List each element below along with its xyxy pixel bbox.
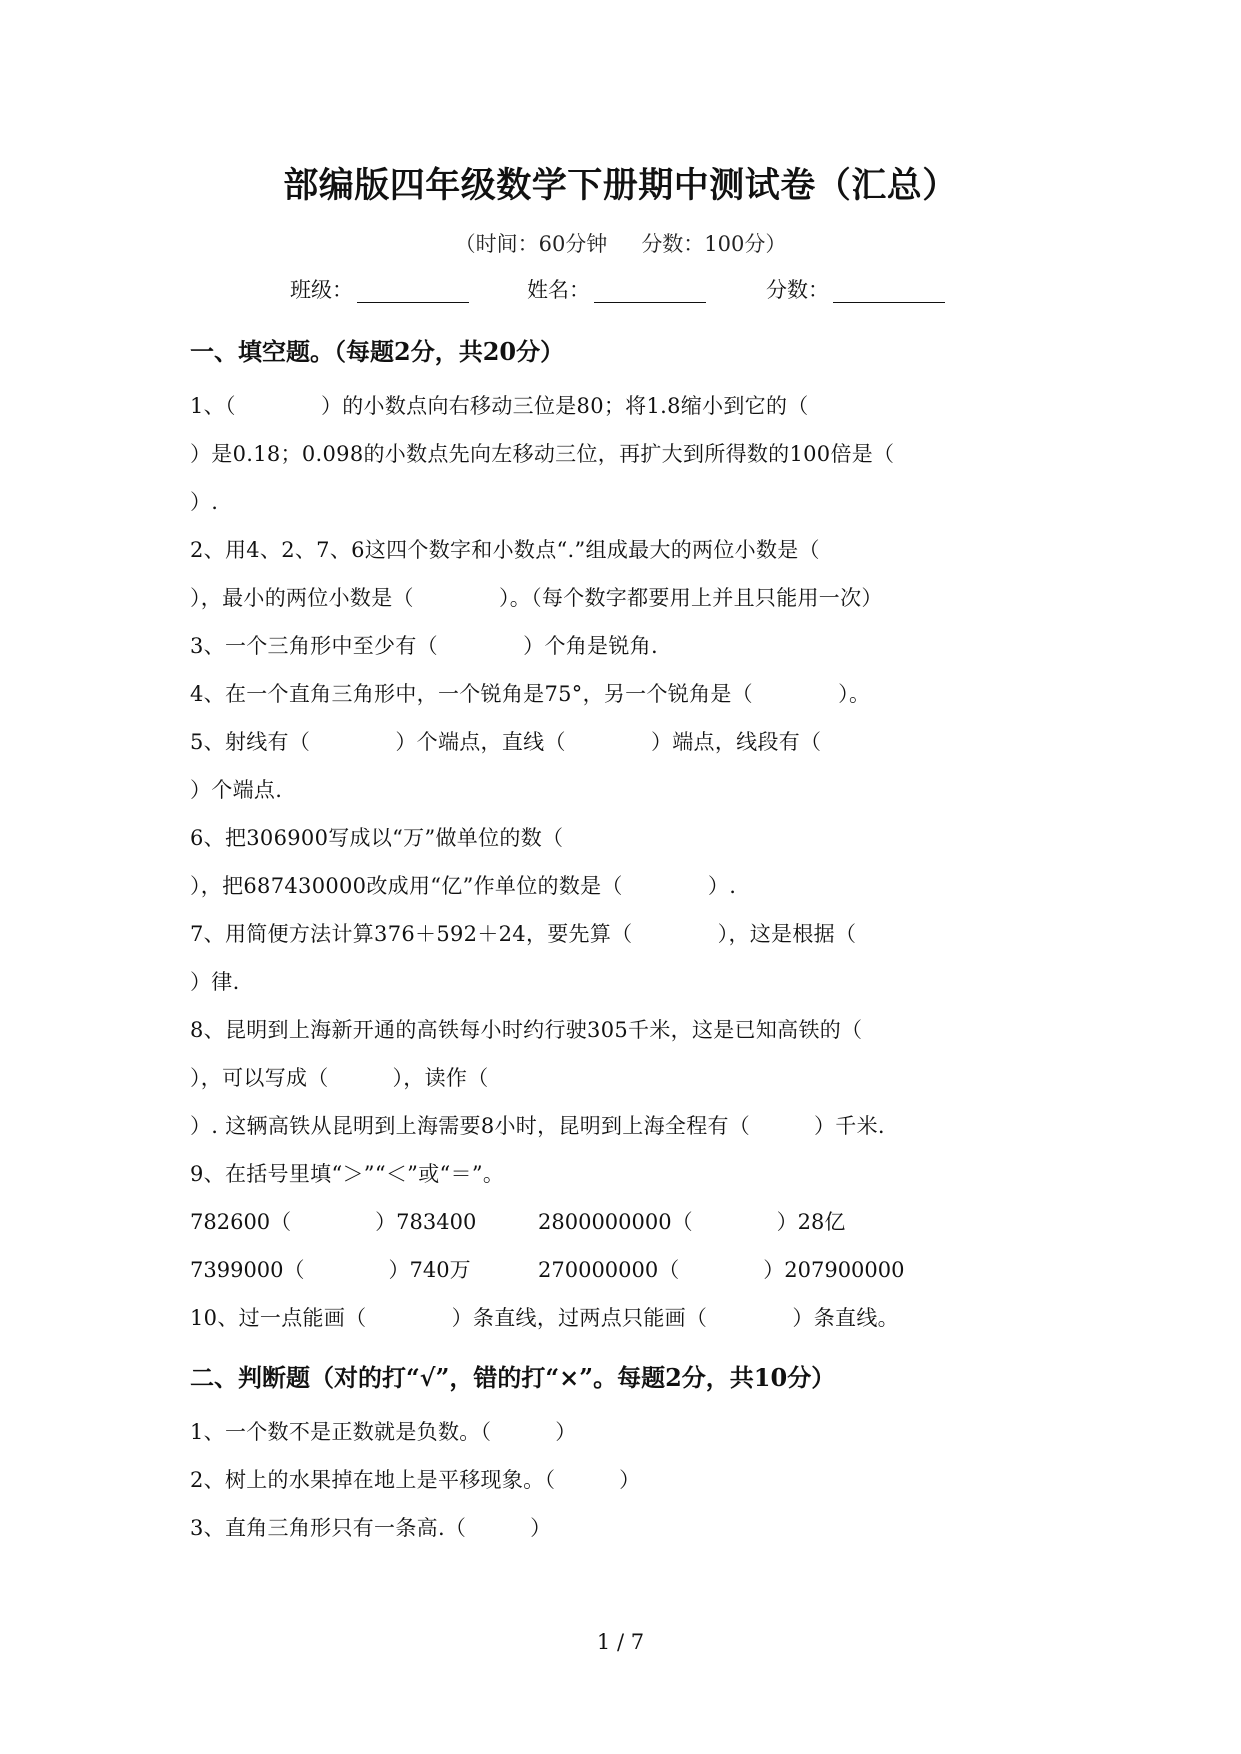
question-line: 4、在一个直角三角形中，一个锐角是75°，另一个锐角是（ ）。 — [190, 682, 871, 706]
question-line: 8、昆明到上海新开通的高铁每小时约行驶305千米，这是已知高铁的（ — [190, 1018, 863, 1042]
class-field-label: 班级： — [290, 278, 353, 302]
compare-item: 782600（ ）783400 — [190, 1210, 477, 1234]
question-line: ）. 这辆高铁从昆明到上海需要8小时，昆明到上海全程有（ ）千米. — [190, 1114, 885, 1138]
score-field-blank[interactable] — [833, 280, 945, 303]
question-line: 5、射线有（ ）个端点，直线（ ）端点，线段有（ — [190, 730, 822, 754]
score-field-label: 分数： — [766, 278, 829, 302]
exam-info — [0, 228, 1241, 258]
question-line: 2、用4、2、7、6这四个数字和小数点“.”组成最大的两位小数是（ — [190, 538, 820, 562]
class-field[interactable] — [290, 274, 469, 304]
exam-total-score: 分数：100分） — [641, 232, 787, 256]
exam-time: （时间：60分钟 — [454, 232, 608, 256]
question-line: 3、一个三角形中至少有（ ）个角是锐角. — [190, 634, 658, 658]
question-line: ），可以写成（ ），读作（ — [190, 1066, 489, 1090]
question-line: 1、一个数不是正数就是负数。（ ） — [190, 1420, 577, 1444]
question-line: ）律. — [190, 970, 240, 994]
compare-item: 270000000（ ）207900000 — [538, 1258, 905, 1282]
question-line: ）个端点. — [190, 778, 283, 802]
question-line: 10、过一点能画（ ）条直线，过两点只能画（ ）条直线。 — [190, 1306, 899, 1330]
class-field-blank[interactable] — [357, 280, 469, 303]
question-line: 1、（ ）的小数点向右移动三位是80；将1.8缩小到它的（ — [190, 394, 809, 418]
name-field-label: 姓名： — [527, 278, 590, 302]
question-line: 6、把306900写成以“万”做单位的数（ — [190, 826, 564, 850]
name-field-blank[interactable] — [594, 280, 706, 303]
page-number: 1 / 7 — [596, 1630, 645, 1654]
question-line: 3、直角三角形只有一条高.（ ） — [190, 1516, 552, 1540]
question-line: 9、在括号里填“＞”“＜”或“＝”。 — [190, 1162, 505, 1186]
page-title: 部编版四年级数学下册期中测试卷（汇总） — [283, 165, 958, 206]
question-line: ）是0.18；0.098的小数点先向左移动三位，再扩大到所得数的100倍是（ — [190, 442, 895, 466]
question-line: ），最小的两位小数是（ ）。（每个数字都要用上并且只能用一次） — [190, 586, 883, 610]
question-line: ）. — [190, 490, 219, 514]
section-heading-fill-blank: 一、填空题。（每题2分，共20分） — [190, 337, 565, 366]
question-line: ），把687430000改成用“亿”作单位的数是（ ）. — [190, 874, 737, 898]
compare-item: 7399000（ ）740万 — [190, 1258, 471, 1282]
compare-item: 2800000000（ ）28亿 — [538, 1210, 846, 1234]
question-line: 7、用简便方法计算376＋592＋24，要先算（ ），这是根据（ — [190, 922, 857, 946]
question-line: 2、树上的水果掉在地上是平移现象。（ ） — [190, 1468, 641, 1492]
score-field[interactable] — [766, 274, 945, 304]
section-heading-true-false: 二、判断题（对的打“√”，错的打“×”。每题2分，共10分） — [190, 1363, 836, 1392]
name-field[interactable] — [527, 274, 706, 304]
